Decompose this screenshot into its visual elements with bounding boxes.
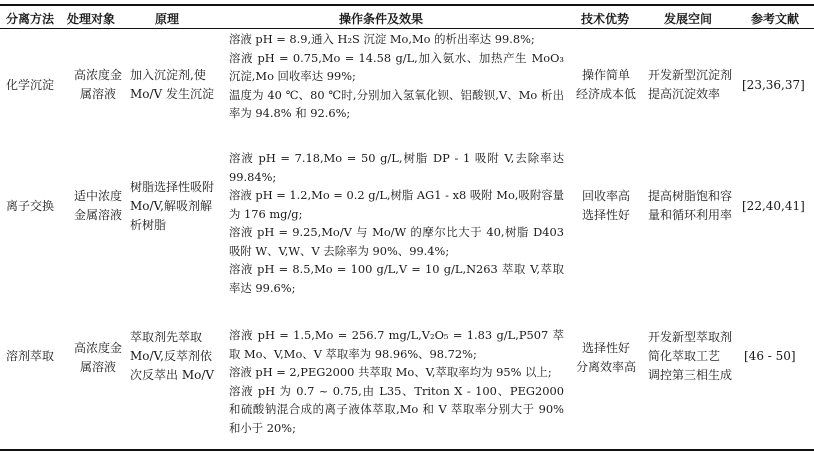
row-conditions [229,326,564,437]
header-target: 处理对象 [67,12,116,26]
row-refs: [23,36,37] [742,78,805,92]
condition-item: 溶液 pH = 8.9,通入 H₂S 沉淀 Mo,Mo 的析出率达 99.8%; [229,32,535,46]
table-bottom-rule [0,449,814,451]
condition-item: 溶液 pH = 0.75,Mo = 14.58 g/L,加入氨水、加热产生 MoO₃ 沉淀,Mo 回收率达 99%; [229,50,564,83]
condition-item: 温度为 40 ℃、80 ℃时,分别加入氢氧化钡、铝酸钡,V、Mo 析出率为 94.8% 和 92.6%; [229,87,564,120]
row-refs: [22,40,41] [742,199,805,213]
header-refs: 参考文献 [751,12,800,26]
row-target: 高浓度金 属溶液 [73,341,122,374]
condition-item: 溶液 pH = 1.5,Mo = 256.7 mg/L,V₂O₅ = 1.83 g/L,P507 萃取 Mo、V,Mo、V 萃取率为 98.96%、98.72%; [229,328,564,361]
row-principle: 加入沉淀剂,使 Mo/V 发生沉淀 [130,68,215,101]
condition-item: 溶液 pH = 8.5,Mo = 100 g/L,V = 10 g/L,N263 萃取 V,萃取率达 99.6%; [229,262,564,295]
row-target: 适中浓度 金属溶液 [73,189,122,222]
header-principle: 原理 [155,12,180,26]
row-conditions [229,30,564,123]
row-method: 离子交换 [6,199,55,213]
row-space: 开发新型萃取剂 简化萃取工艺 调控第三相生成 [648,330,733,382]
table-header-rule [0,28,814,29]
row-target: 高浓度金 属溶液 [73,68,122,101]
condition-item: 溶液 pH = 7.18,Mo = 50 g/L,树脂 DP - 1 吸附 V,去除率达 99.84%; [229,151,564,184]
header-space: 发展空间 [664,12,713,26]
header-advantage: 技术优势 [581,12,630,26]
header-method: 分离方法 [6,12,55,26]
row-advantage: 回收率高 选择性好 [581,189,630,222]
condition-item: 溶液 pH = 1.2,Mo = 0.2 g/L,树脂 AG1 - x8 吸附 Mo,吸附容量为 176 mg/g; [229,188,564,221]
table-top-rule [0,4,814,6]
row-principle: 萃取剂先萃取 Mo/V,反萃剂依 次反萃出 Mo/V [130,330,215,382]
condition-item: 溶液 pH = 9.25,Mo/V 与 Mo/W 的摩尔比大于 40,树脂 D403 吸附 W、V,W、V 去除率为 90%、99.4%; [229,225,564,258]
condition-item: 溶液 pH = 2,PEG2000 共萃取 Mo、V,萃取率均为 95% 以上; [229,365,552,379]
row-method: 化学沉淀 [6,78,55,92]
row-conditions [229,149,564,297]
row-principle: 树脂选择性吸附 Mo/V,解吸剂解 析树脂 [130,180,215,232]
header-conditions: 操作条件及效果 [339,12,424,26]
condition-item: 溶液 pH 为 0.7 ~ 0.75,由 L35、Triton X - 100、PEG2000 和硫酸钠混合成的离子液体萃取,Mo 和 V 萃取率分别大于 90% 和小于 20%; [229,383,564,435]
row-advantage: 选择性好 分离效率高 [575,341,636,374]
row-method: 溶剂萃取 [6,349,55,363]
row-advantage: 操作简单 经济成本低 [575,68,636,101]
row-space: 提高树脂饱和容 量和循环利用率 [648,189,733,222]
row-refs: [46 - 50] [744,349,796,363]
row-space: 开发新型沉淀剂 提高沉淀效率 [648,68,733,101]
